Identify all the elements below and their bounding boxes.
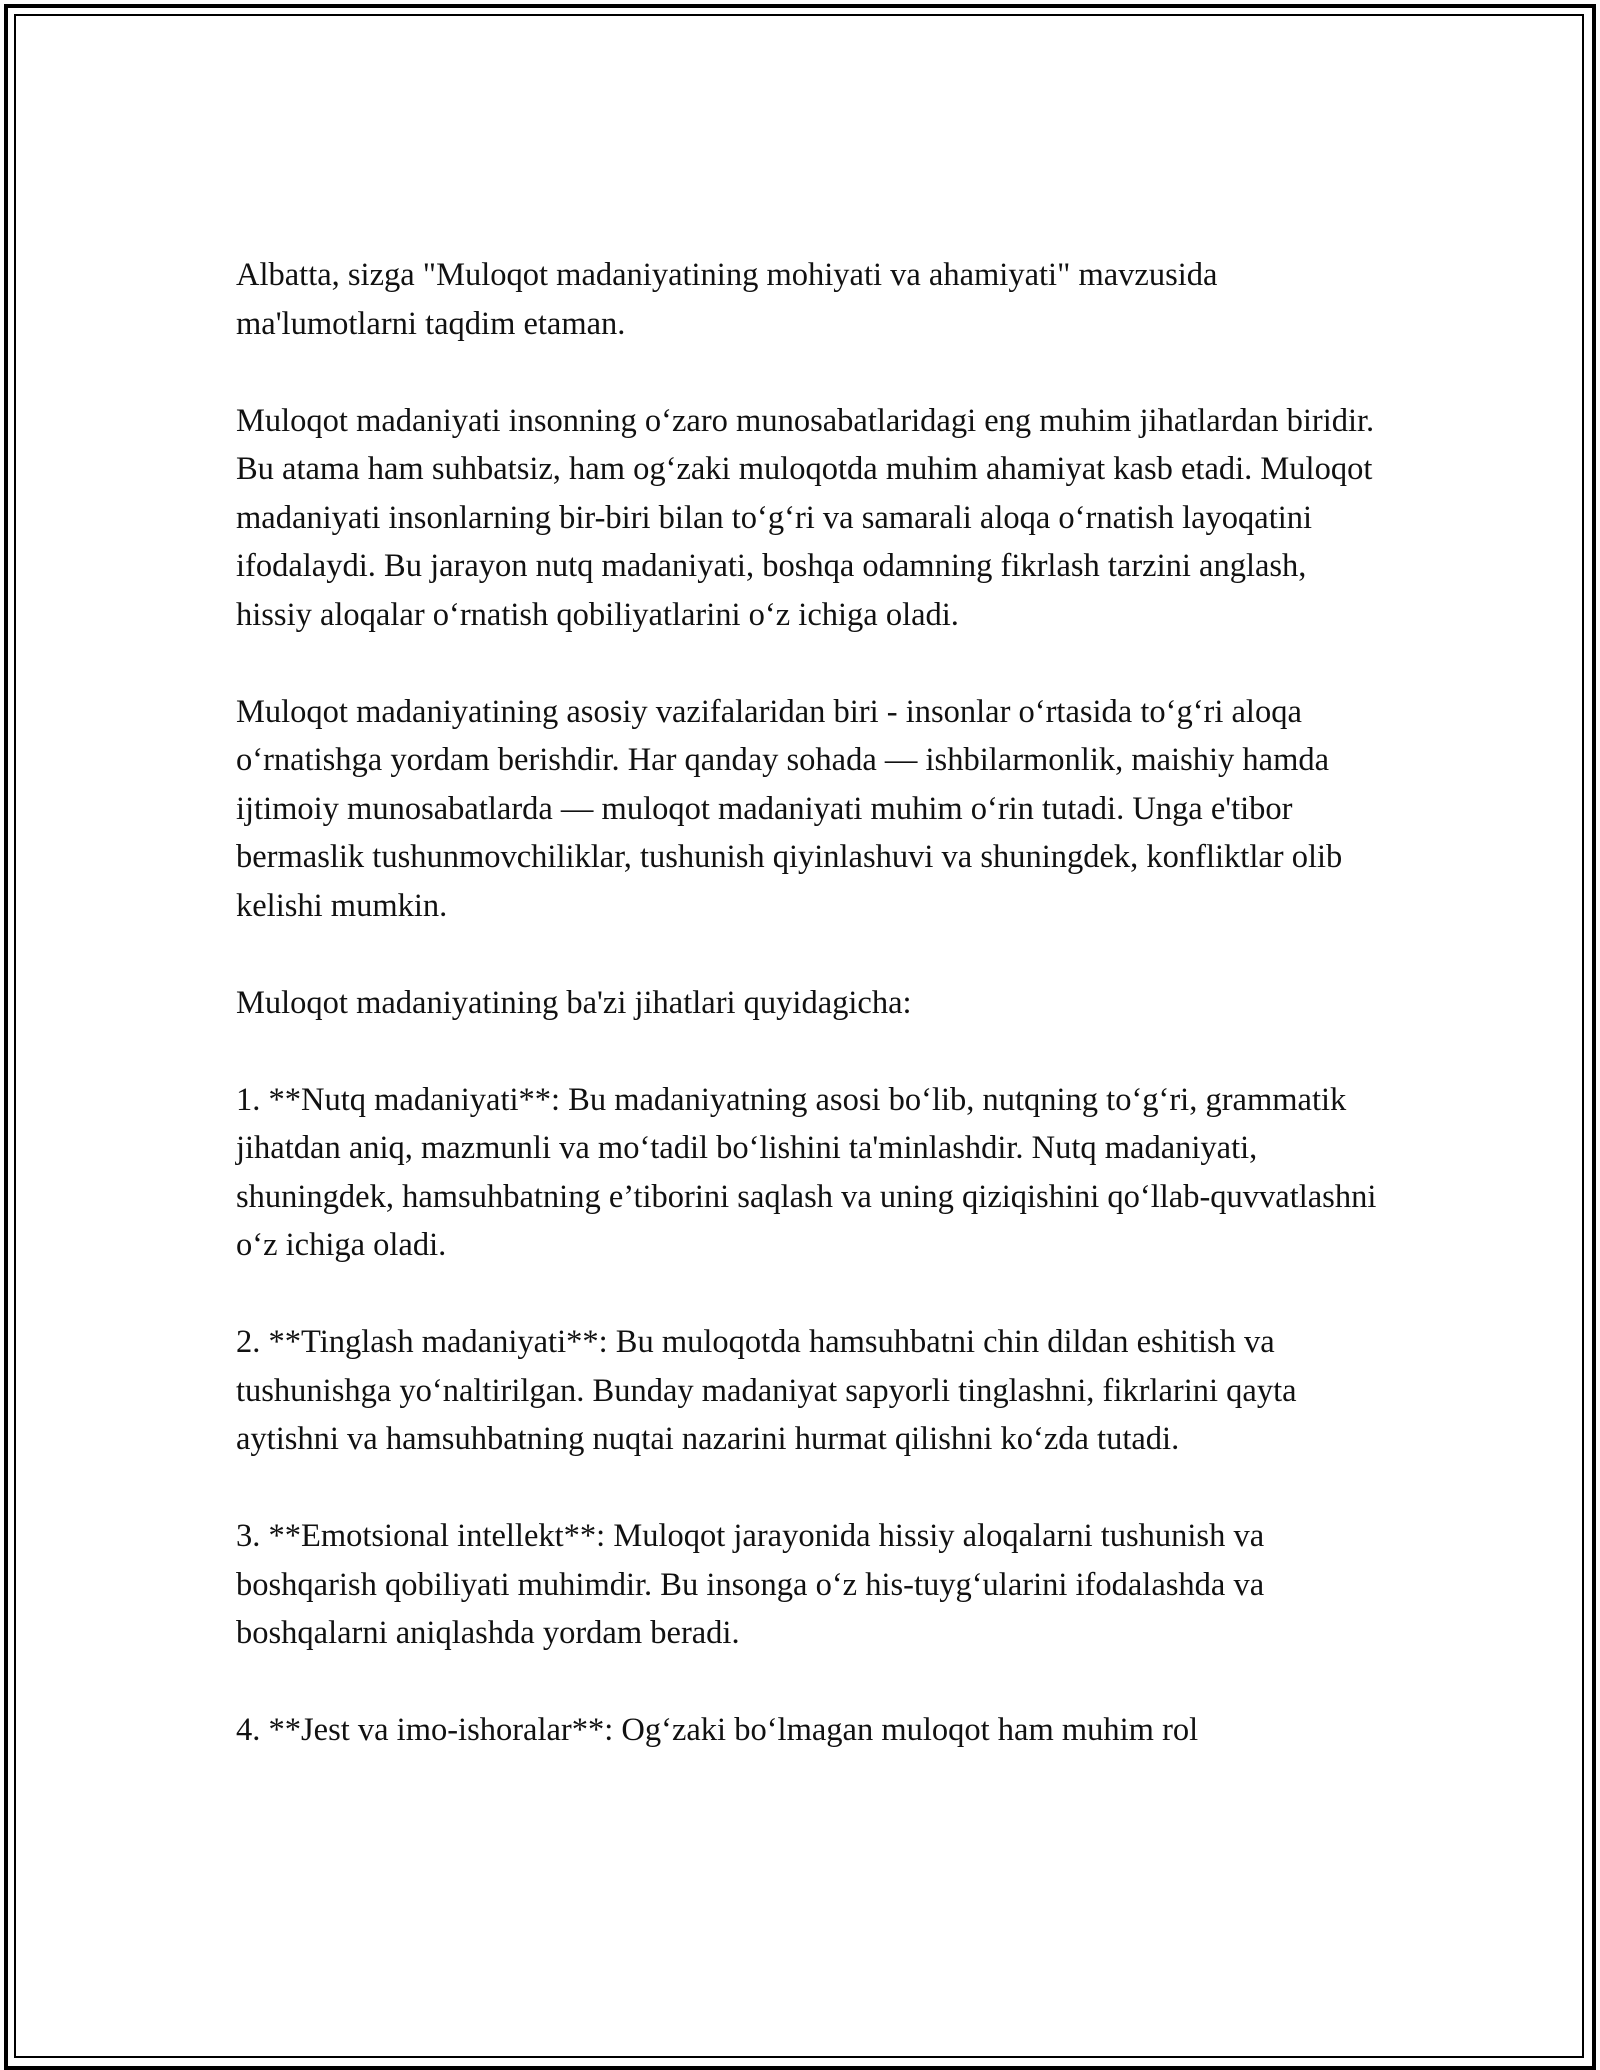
paragraph-functions: Muloqot madaniyatining asosiy vazifalaridan biri - insonlar o‘rtasida to‘g‘ri aloqa o‘rnatishga yordam berishdir. Har qanday sohada — ishbilarmonlik, maishiy hamda ijtimoiy munosabatlarda — muloqot madaniyati muhim o‘rin tutadi. Unga e'tibor bermaslik tushunmovchiliklar, tushunish qiyinlashuvi va shuningdek, konfliktlar olib kelishi mumkin. [236, 693, 1343, 924]
list-item-emotional-intelligence: 3. **Emotsional intellekt**: Muloqot jarayonida hissiy aloqalarni tushunish va boshqarish qobiliyati muhimdir. Bu insonga o‘z his-tuyg‘ularini ifodalashda va boshqalarni aniqlashda yordam beradi. [236, 1518, 1265, 1651]
paragraph-definition: Muloqot madaniyati insonning o‘zaro munosabatlaridagi eng muhim jihatlardan biridir. Bu atama ham suhbatsiz, ham og‘zaki muloqotda muhim ahamiyat kasb etadi. Muloqot madaniyati insonlarning bir-biri bilan to‘g‘ri va samarali aloqa o‘rnatish layoqatini ifodalaydi. Bu jarayon nutq madaniyati, boshqa odamning fikrlash tarzini anglash, hissiy aloqalar o‘rnatish qobiliyatlarini o‘z ichiga oladi. [236, 402, 1375, 633]
paragraph-aspects-heading: Muloqot madaniyatining ba'zi jihatlari quyidagicha: [236, 984, 912, 1021]
list-item-speech-culture: 1. **Nutq madaniyati**: Bu madaniyatning asosi bo‘lib, nutqning to‘g‘ri, grammatik jihatdan aniq, mazmunli va mo‘tadil bo‘lishini ta'minlashdir. Nutq madaniyati, shuningdek, hamsuhbatning e’tiborini saqlash va uning qiziqishini qo‘llab-quvvatlashni o‘z ichiga oladi. [236, 1081, 1377, 1263]
paragraph-intro: Albatta, sizga "Muloqot madaniyatining mohiyati va ahamiyati" mavzusida ma'lumotlarni taqdim etaman. [236, 257, 1218, 342]
document-body [236, 251, 1386, 1803]
list-item-listening-culture: 2. **Tinglash madaniyati**: Bu muloqotda hamsuhbatni chin dildan eshitish va tushunishga yo‘naltirilgan. Bunday madaniyat sapyorli tinglashni, fikrlarini qayta aytishni va hamsuhbatning nuqtai nazarini hurmat qilishni ko‘zda tutadi. [236, 1324, 1297, 1457]
list-item-gestures: 4. **Jest va imo-ishoralar**: Og‘zaki bo‘lmagan muloqot ham muhim rol [236, 1712, 1199, 1748]
